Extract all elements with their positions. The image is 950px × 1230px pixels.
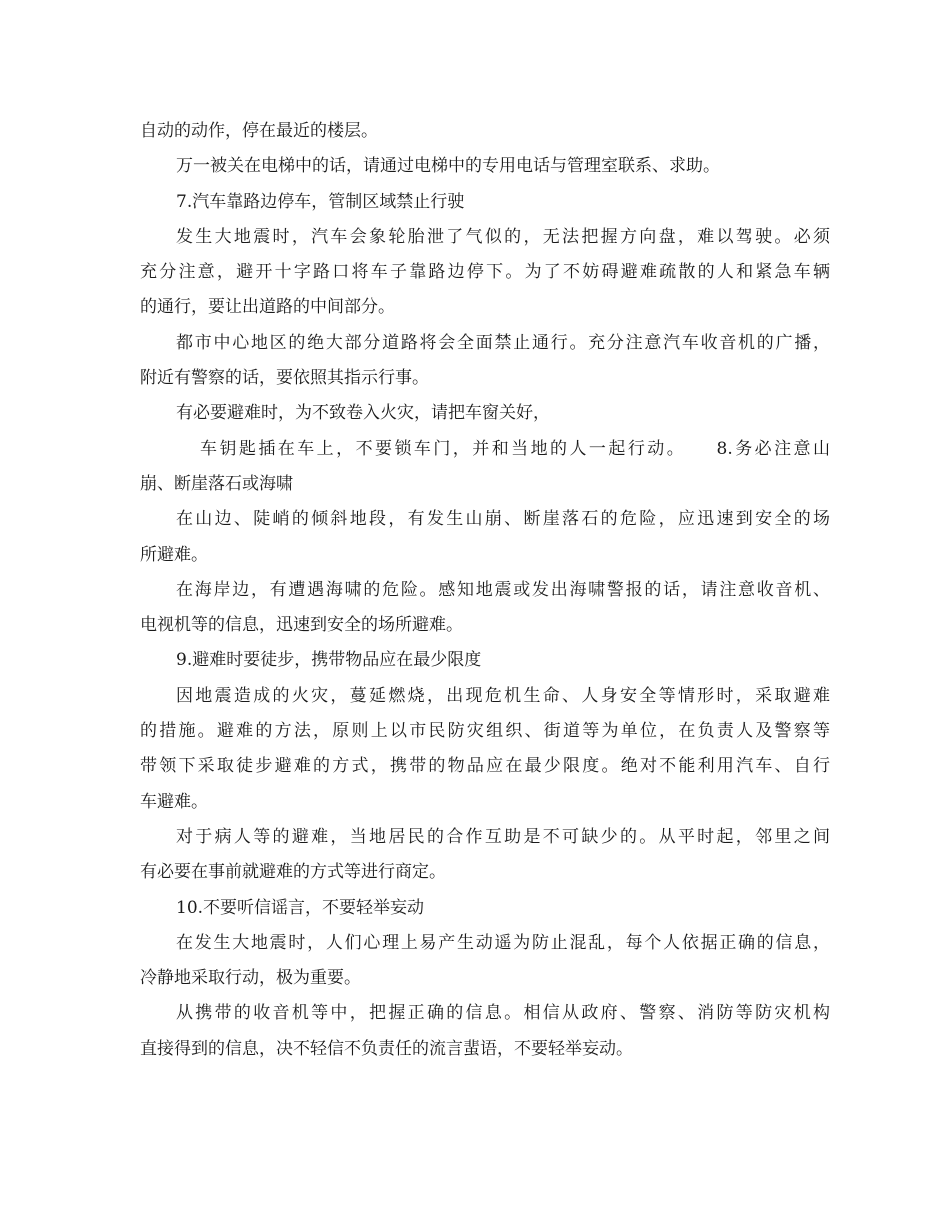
text-line: 在海岸边，有遭遇海啸的危险。感知地震或发出海啸警报的话，请注意收音机、 (176, 579, 830, 600)
text-line: 的措施。避难的方法，原则上以市民防灾组织、街道等为单位，在负责人及警察等 (140, 721, 830, 742)
text-line: 带领下采取徒步避难的方式，携带的物品应在最少限度。绝对不能利用汽车、自行 (140, 756, 830, 777)
text-line: 车避难。 (140, 791, 208, 812)
text-line: 充分注意，避开十字路口将车子靠路边停下。为了不妨碍避难疏散的人和紧急车辆 (140, 262, 830, 283)
section-heading: 崩、断崖落石或海啸 (140, 473, 293, 494)
text-line: 有必要避难时，为不致卷入火灾，请把车窗关好， (176, 403, 550, 424)
text-line: 因地震造成的火灾，蔓延燃烧，出现危机生命、人身安全等情形时，采取避难 (176, 685, 830, 706)
document-body (140, 114, 830, 1067)
text-line: 的通行，要让出道路的中间部分。 (140, 297, 395, 318)
text-line: 对于病人等的避难，当地居民的合作互助是不可缺少的。从平时起，邻里之间 (176, 826, 830, 847)
text-line: 发生大地震时，汽车会象轮胎泄了气似的，无法把握方向盘，难以驾驶。必须 (176, 226, 830, 247)
section-heading: 7.汽车靠路边停车，管制区域禁止行驶 (176, 191, 465, 212)
text-line: 冷静地采取行动，极为重要。 (140, 968, 361, 989)
text-line: 车钥匙插在车上，不要锁车门，并和当地的人一起行动。 8.务必注意山 (200, 438, 830, 459)
section-heading: 9.避难时要徒步，携带物品应在最少限度 (176, 650, 482, 671)
text-line: 都市中心地区的绝大部分道路将会全面禁止通行。充分注意汽车收音机的广播， (176, 332, 830, 353)
text-line: 电视机等的信息，迅速到安全的场所避难。 (140, 615, 463, 636)
text-line: 所避难。 (140, 544, 208, 565)
text-line: 在山边、陡峭的倾斜地段，有发生山崩、断崖落石的危险，应迅速到安全的场 (176, 509, 830, 530)
text-line: 自动的动作，停在最近的楼层。 (140, 121, 378, 141)
section-heading: 10.不要听信谣言，不要轻举妄动 (176, 897, 425, 918)
text-line: 直接得到的信息，决不轻信不负责任的流言蜚语，不要轻举妄动。 (140, 1038, 633, 1059)
text-line: 附近有警察的话，要依照其指示行事。 (140, 368, 429, 389)
text-line: 在发生大地震时，人们心理上易产生动遥为防止混乱，每个人依据正确的信息， (176, 932, 830, 953)
text-line: 有必要在事前就避难的方式等进行商定。 (140, 862, 446, 883)
text-line: 从携带的收音机等中，把握正确的信息。相信从政府、警察、消防等防灾机构 (176, 1003, 830, 1024)
text-line: 万一被关在电梯中的话，请通过电梯中的专用电话与管理室联系、求助。 (176, 156, 720, 177)
